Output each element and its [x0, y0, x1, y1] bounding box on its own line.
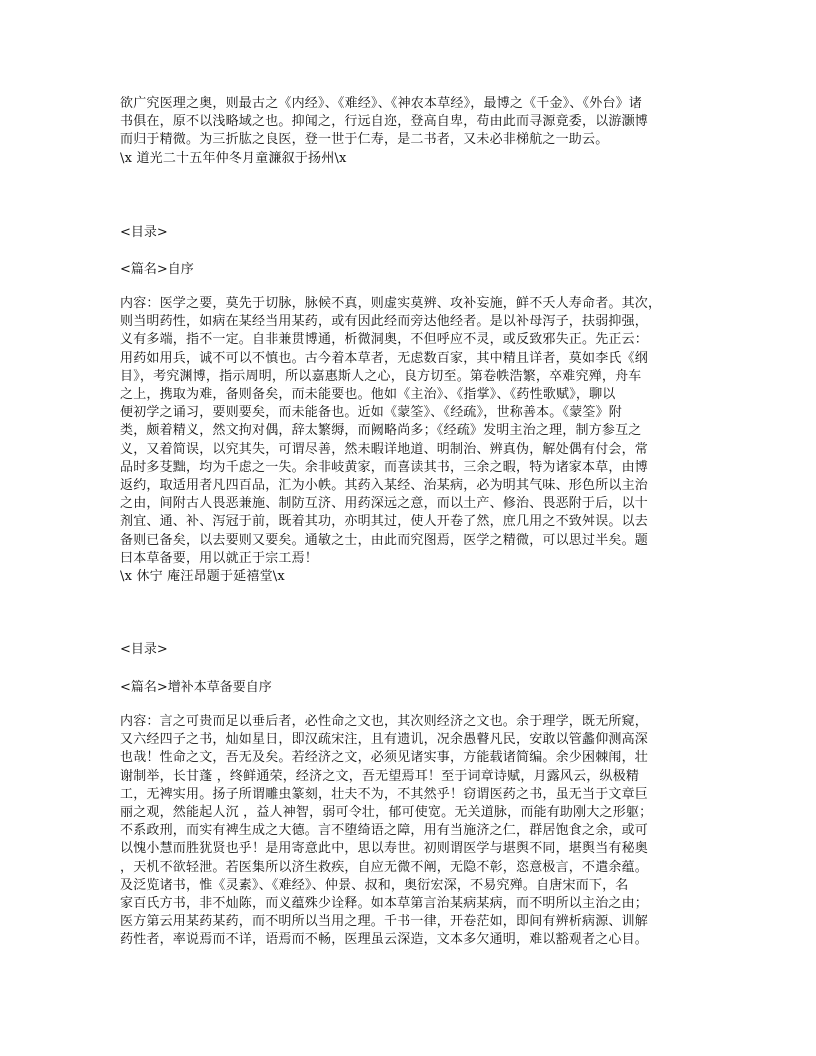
text-line: 药性者，率说焉而不详，语焉而不畅，医理虽云深造，文本多欠通明，难以豁观者之心目。: [120, 932, 649, 948]
section-title: <篇名>自序: [120, 262, 194, 277]
text-line: 内容：言之可贵而足以垂后者，必性命之文也，其次则经济之文也。余于理学，既无所窥，: [120, 714, 649, 729]
text-line: 剂宜、通、补、泻冠于前，既着其功，亦明其过，使人开卷了然，庶几用之不致舛误。以去: [120, 514, 649, 530]
text-line: 工，无裨实用。扬子所谓雕虫篆刻，壮夫不为，不其然乎！窃谓医药之书，虽无当于文章巨: [120, 786, 649, 802]
text-line: 备则已备矣，以去要则又要矣。通敏之士，由此而究图焉，医学之精微，可以思过半矣。题: [120, 532, 649, 548]
text-line: 医方第云用某药某药，而不明所以当用之理。千书一律，开卷茫如，即间有辨析病源、训解: [120, 914, 649, 930]
text-line: 以愧小慧而胜犹贤也乎！是用寄意此中，思以寿世。初则谓医学与堪舆不同，堪舆当有秘奥: [120, 841, 649, 857]
text-line: 则当明药性，如病在某经当用某药，或有因此经而旁达他经者。是以补母泻子，扶弱抑强，: [120, 314, 649, 330]
text-line: 用药如用兵，诚不可以不慎也。古今着本草者，无虑数百家，其中精且详者，莫如李氏《纲: [120, 350, 649, 366]
signature-line: \x 道光二十五年仲冬月童濂叙于扬州\x: [120, 150, 347, 166]
text-line: 之上，携取为难，备则备矣，而未能要也。他如《主治》、《指掌》、《药性歌赋》，聊以: [120, 387, 616, 403]
text-line: 便初学之诵习，要则要矣，而未能备也。近如《蒙筌》、《经疏》，世称善本。《蒙筌》附: [120, 405, 623, 421]
text-line: 欲广究医理之奥，则最古之《内经》、《难经》、《神农本草经》，最博之《千金》、《外台》诸: [120, 96, 643, 111]
text-line: 返约，取适用者凡四百品，汇为小帙。其药入某经、治某病，必为明其气味、形色所以主治: [120, 478, 649, 494]
text-line: 品时多芟黜，均为千虑之一失。余非岐黄家，而喜读其书，三余之暇，特为诸家本草，由博: [120, 459, 649, 475]
text-line: 丽之观，然能起人沉 ，益人神智，弱可令壮，郁可使宽。无关道脉，而能有助刚大之形躯；: [120, 805, 653, 821]
text-line: 而归于精微。为三折肱之良医，登一世于仁寿，是二书者，又未必非梯航之一助云。: [120, 132, 609, 148]
text-line: ，天机不欲轻泄。若医集所以济生救疾，自应无微不阐，无隐不彰，恣意极言，不遣余蕴。: [120, 859, 649, 875]
text-line: 之由，间附古人畏恶兼施、制防互济、用药深远之意，而以土产、修治、畏恶附于后，以十: [120, 496, 649, 512]
text-line: 曰本草备要，用以就正于宗工焉！: [120, 550, 319, 566]
text-line: 书俱在，原不以浅略域之也。抑闻之，行远自迩，登高自卑，苟由此而寻源竟委，以游灏博: [120, 114, 649, 130]
text-line: 家百氏方书，非不灿陈，而义蕴殊少诠释。如本草第言治某病某病，而不明所以主治之由；: [120, 896, 649, 912]
text-line: 目》，考究渊博，指示周明，所以嘉惠斯人之心，良方切至。第卷帙浩繁，卒难究殚，舟车: [120, 368, 642, 384]
text-line: 类，颇着精义，然文拘对偶，辞太繁缛，而阙略尚多；《经疏》发明主治之理，制方参互之: [120, 423, 642, 439]
preface-closing-paragraph: [120, 95, 700, 168]
supplement-preface-content: [120, 713, 700, 950]
text-line: 义，又着简误，以究其失，可谓尽善，然未暇详地道、明制治、辨真伪，解处偶有付会，常: [120, 441, 649, 457]
text-line: 及泛览诸书，惟《灵素》、《难经》、仲景、叔和，奥衍宏深，不易究殚。自唐宋而下，名: [120, 877, 629, 893]
signature-line: \x 休宁 庵汪昂题于延禧堂\x: [120, 569, 285, 585]
toc-label: <目录>: [120, 642, 168, 657]
toc-label: <目录>: [120, 225, 168, 240]
section-title: <篇名>增补本草备要自序: [120, 680, 272, 695]
text-line: 义有多端，指不一定。自非兼贯博通，析微洞奥，不但呼应不灵，或反致邪失正。先正云：: [120, 332, 649, 348]
text-line: 谢制举，长甘蓬 ，终鲜通荣，经济之文，吾无望焉耳！至于词章诗赋，月露风云，纵极精: [120, 768, 640, 784]
text-line: 也哉！性命之文，吾无及矣。若经济之文，必须见诸实事，方能载诸简编。余少困棘闱，壮: [120, 750, 649, 766]
text-line: 又六经四子之书，灿如星日，即汉疏宋注，且有遗讥，况余愚瞽凡民，安敢以管蠡仰测高深: [120, 732, 649, 748]
text-line: 内容：医学之要，莫先于切脉，脉候不真，则虚实莫辨、攻补妄施，鲜不夭人寿命者。其次，: [120, 296, 662, 311]
text-line: 不系政刑，而实有裨生成之大德。言不堕绮语之障，用有当施济之仁，群居饱食之余，或可: [120, 823, 649, 839]
self-preface-content: [120, 295, 700, 586]
